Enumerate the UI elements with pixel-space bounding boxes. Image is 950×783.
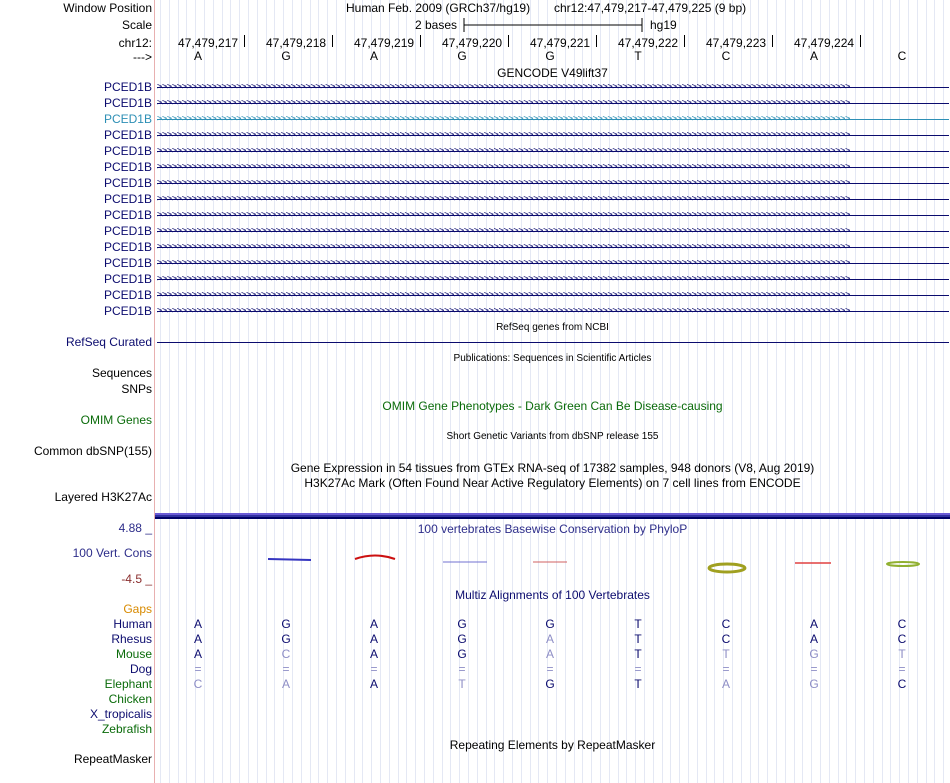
reference-base: A <box>809 49 818 63</box>
strand-arrows: >>>>>>>>>>>>>>>>>>>>>>>>>>>>>>>>>>>>>>>>>>>>>>>>>>>>>>>>>>>>>>>>>>>>>>>>>>>>>>>>>>>>>>>>>>>>>>>>>>>>>>>>>>>>>>>>>>>>>>>>>>>>>>>>>>>>>>>>>>>> <box>157 194 851 204</box>
coordinate-label: 47,479,220 <box>442 36 503 50</box>
gtex-track-title: Gene Expression in 54 tissues from GTEx RNA-seq of 17382 samples, 948 donors (V8, Aug 2019) <box>290 461 815 475</box>
multiz-track-title: Multiz Alignments of 100 Vertebrates <box>455 588 650 602</box>
coordinate-tick <box>508 35 509 47</box>
coordinate-tick <box>596 35 597 47</box>
alignment-base: = <box>194 662 202 676</box>
phylop-max-value: 4.88 _ <box>118 521 152 535</box>
gencode-transcript-label[interactable]: PCED1B <box>103 176 152 190</box>
alignment-base: G <box>457 647 467 661</box>
alignment-base: C <box>897 632 907 646</box>
alignment-base: A <box>545 647 554 661</box>
species-label[interactable]: X_tropicalis <box>89 707 152 721</box>
alignment-base: = <box>282 662 290 676</box>
reference-base: A <box>369 49 378 63</box>
dbsnp-track-title: Short Genetic Variants from dbSNP release 155 <box>446 431 659 442</box>
strand-arrows: >>>>>>>>>>>>>>>>>>>>>>>>>>>>>>>>>>>>>>>>>>>>>>>>>>>>>>>>>>>>>>>>>>>>>>>>>>>>>>>>>>>>>>>>>>>>>>>>>>>>>>>>>>>>>>>>>>>>>>>>>>>>>>>>>>>>>>>>>>>> <box>157 258 851 268</box>
alignment-base: T <box>722 647 730 661</box>
strand-arrows: >>>>>>>>>>>>>>>>>>>>>>>>>>>>>>>>>>>>>>>>>>>>>>>>>>>>>>>>>>>>>>>>>>>>>>>>>>>>>>>>>>>>>>>>>>>>>>>>>>>>>>>>>>>>>>>>>>>>>>>>>>>>>>>>>>>>>>>>>>>> <box>157 210 851 220</box>
publications-snps-label[interactable]: SNPs <box>121 382 152 396</box>
gaps-label[interactable]: Gaps <box>123 602 152 616</box>
strand-arrows: >>>>>>>>>>>>>>>>>>>>>>>>>>>>>>>>>>>>>>>>>>>>>>>>>>>>>>>>>>>>>>>>>>>>>>>>>>>>>>>>>>>>>>>>>>>>>>>>>>>>>>>>>>>>>>>>>>>>>>>>>>>>>>>>>>>>>>>>>>>> <box>157 274 851 284</box>
alignment-base: = <box>810 662 818 676</box>
alignment-base: G <box>281 617 291 631</box>
refseq-track-label[interactable]: RefSeq Curated <box>65 335 152 349</box>
gencode-transcript-label[interactable]: PCED1B <box>103 144 152 158</box>
scale-label: Scale <box>121 18 152 32</box>
refseq-track-title: RefSeq genes from NCBI <box>496 322 609 333</box>
h3k27ac-track-label[interactable]: Layered H3K27Ac <box>54 490 152 504</box>
reference-base: A <box>193 49 202 63</box>
chrom-label: chr12: <box>118 36 152 50</box>
phylop-logo-graphic <box>155 540 950 580</box>
alignment-base: T <box>898 647 906 661</box>
species-label[interactable]: Human <box>113 617 152 631</box>
strand-arrows: >>>>>>>>>>>>>>>>>>>>>>>>>>>>>>>>>>>>>>>>>>>>>>>>>>>>>>>>>>>>>>>>>>>>>>>>>>>>>>>>>>>>>>>>>>>>>>>>>>>>>>>>>>>>>>>>>>>>>>>>>>>>>>>>>>>>>>>>>>>> <box>157 146 851 156</box>
species-label[interactable]: Mouse <box>115 647 152 661</box>
gencode-transcript-label[interactable]: PCED1B <box>103 240 152 254</box>
coordinate-label: 47,479,217 <box>178 36 239 50</box>
omim-track-title: OMIM Gene Phenotypes - Dark Green Can Be Disease-causing <box>382 399 723 413</box>
coordinate-label: 47,479,218 <box>266 36 327 50</box>
strand-arrows: >>>>>>>>>>>>>>>>>>>>>>>>>>>>>>>>>>>>>>>>>>>>>>>>>>>>>>>>>>>>>>>>>>>>>>>>>>>>>>>>>>>>>>>>>>>>>>>>>>>>>>>>>>>>>>>>>>>>>>>>>>>>>>>>>>>>>>>>>>>> <box>157 114 851 124</box>
scale-bar <box>462 17 644 33</box>
coordinate-label: 47,479,219 <box>354 36 415 50</box>
repeatmasker-track-label[interactable]: RepeatMasker <box>73 752 152 766</box>
alignment-base: A <box>193 632 202 646</box>
alignment-base: = <box>898 662 906 676</box>
strand-arrows: >>>>>>>>>>>>>>>>>>>>>>>>>>>>>>>>>>>>>>>>>>>>>>>>>>>>>>>>>>>>>>>>>>>>>>>>>>>>>>>>>>>>>>>>>>>>>>>>>>>>>>>>>>>>>>>>>>>>>>>>>>>>>>>>>>>>>>>>>>>> <box>157 178 851 188</box>
strand-arrows: >>>>>>>>>>>>>>>>>>>>>>>>>>>>>>>>>>>>>>>>>>>>>>>>>>>>>>>>>>>>>>>>>>>>>>>>>>>>>>>>>>>>>>>>>>>>>>>>>>>>>>>>>>>>>>>>>>>>>>>>>>>>>>>>>>>>>>>>>>>> <box>157 162 851 172</box>
alignment-base: A <box>369 617 378 631</box>
publications-track-title: Publications: Sequences in Scientific Articles <box>453 353 652 364</box>
alignment-base: A <box>809 617 818 631</box>
alignment-base: A <box>369 677 378 691</box>
alignment-base: C <box>193 677 203 691</box>
alignment-base: = <box>722 662 730 676</box>
alignment-base: A <box>721 677 730 691</box>
gencode-transcript-label[interactable]: PCED1B <box>103 288 152 302</box>
alignment-base: G <box>809 647 819 661</box>
publications-sequences-label[interactable]: Sequences <box>91 366 152 380</box>
db-name: hg19 <box>650 18 677 32</box>
strand-arrows: >>>>>>>>>>>>>>>>>>>>>>>>>>>>>>>>>>>>>>>>>>>>>>>>>>>>>>>>>>>>>>>>>>>>>>>>>>>>>>>>>>>>>>>>>>>>>>>>>>>>>>>>>>>>>>>>>>>>>>>>>>>>>>>>>>>>>>>>>>>> <box>157 242 851 252</box>
coordinate-label: 47,479,224 <box>794 36 855 50</box>
species-label[interactable]: Rhesus <box>111 632 152 646</box>
alignment-base: A <box>193 647 202 661</box>
alignment-base: C <box>721 617 731 631</box>
alignment-base: = <box>634 662 642 676</box>
repeatmasker-track-title: Repeating Elements by RepeatMasker <box>449 738 656 752</box>
gencode-transcript-label[interactable]: PCED1B <box>103 224 152 238</box>
coordinate-label: 47,479,223 <box>706 36 767 50</box>
gencode-transcript-label[interactable]: PCED1B <box>103 192 152 206</box>
alignment-base: A <box>369 647 378 661</box>
reference-base: C <box>721 49 731 63</box>
species-label[interactable]: Zebrafish <box>101 722 152 736</box>
strand-arrows: >>>>>>>>>>>>>>>>>>>>>>>>>>>>>>>>>>>>>>>>>>>>>>>>>>>>>>>>>>>>>>>>>>>>>>>>>>>>>>>>>>>>>>>>>>>>>>>>>>>>>>>>>>>>>>>>>>>>>>>>>>>>>>>>>>>>>>>>>>>> <box>157 290 851 300</box>
coordinate-tick <box>860 35 861 47</box>
alignment-base: T <box>634 617 642 631</box>
window-position-label: Window Position <box>63 1 152 15</box>
alignment-base: = <box>546 662 554 676</box>
alignment-base: C <box>897 677 907 691</box>
coordinate-label: 47,479,222 <box>618 36 679 50</box>
strand-arrows: >>>>>>>>>>>>>>>>>>>>>>>>>>>>>>>>>>>>>>>>>>>>>>>>>>>>>>>>>>>>>>>>>>>>>>>>>>>>>>>>>>>>>>>>>>>>>>>>>>>>>>>>>>>>>>>>>>>>>>>>>>>>>>>>>>>>>>>>>>>> <box>157 306 851 316</box>
strand-arrows: >>>>>>>>>>>>>>>>>>>>>>>>>>>>>>>>>>>>>>>>>>>>>>>>>>>>>>>>>>>>>>>>>>>>>>>>>>>>>>>>>>>>>>>>>>>>>>>>>>>>>>>>>>>>>>>>>>>>>>>>>>>>>>>>>>>>>>>>>>>> <box>157 82 851 92</box>
alignment-base: C <box>281 647 291 661</box>
alignment-base: G <box>457 617 467 631</box>
h3k27ac-track-title: H3K27Ac Mark (Often Found Near Active Regulatory Elements) on 7 cell lines from ENCODE <box>304 476 801 490</box>
phylop-track-label[interactable]: 100 Vert. Cons <box>72 546 152 560</box>
alignment-base: A <box>369 632 378 646</box>
gencode-transcript-label[interactable]: PCED1B <box>103 80 152 94</box>
gencode-transcript-label[interactable]: PCED1B <box>103 304 152 318</box>
gencode-transcript-label[interactable]: PCED1B <box>103 128 152 142</box>
alignment-base: T <box>634 632 642 646</box>
gencode-transcript-label[interactable]: PCED1B <box>103 112 152 126</box>
omim-track-label[interactable]: OMIM Genes <box>80 413 152 427</box>
gencode-transcript-label[interactable]: PCED1B <box>103 160 152 174</box>
coordinate-tick <box>244 35 245 47</box>
alignment-base: C <box>721 632 731 646</box>
alignment-base: = <box>458 662 466 676</box>
genomic-position[interactable]: chr12:47,479,217-47,479,225 (9 bp) <box>554 1 747 15</box>
alignment-base: T <box>634 677 642 691</box>
phylop-track-title: 100 vertebrates Basewise Conservation by PhyloP <box>417 522 688 536</box>
alignment-base: G <box>545 617 555 631</box>
species-label[interactable]: Elephant <box>104 677 152 691</box>
alignment-base: G <box>281 632 291 646</box>
refseq-gene-line[interactable] <box>157 342 949 343</box>
alignment-base: C <box>897 617 907 631</box>
gencode-track-title: GENCODE V49lift37 <box>497 66 608 80</box>
strand-label: ---> <box>133 50 152 64</box>
dbsnp-track-label[interactable]: Common dbSNP(155) <box>33 444 152 458</box>
alignment-base: G <box>545 677 555 691</box>
phylop-min-value: -4.5 _ <box>121 572 152 586</box>
reference-base: C <box>897 49 907 63</box>
h3k27ac-signal-band-3 <box>155 517 950 519</box>
species-label[interactable]: Dog <box>129 662 152 676</box>
coordinate-tick <box>772 35 773 47</box>
reference-base: T <box>634 49 642 63</box>
gencode-transcript-label[interactable]: PCED1B <box>103 256 152 270</box>
reference-base: G <box>457 49 467 63</box>
strand-arrows: >>>>>>>>>>>>>>>>>>>>>>>>>>>>>>>>>>>>>>>>>>>>>>>>>>>>>>>>>>>>>>>>>>>>>>>>>>>>>>>>>>>>>>>>>>>>>>>>>>>>>>>>>>>>>>>>>>>>>>>>>>>>>>>>>>>>>>>>>>>> <box>157 226 851 236</box>
reference-base: G <box>545 49 555 63</box>
alignment-base: = <box>370 662 378 676</box>
gencode-transcript-label[interactable]: PCED1B <box>103 272 152 286</box>
alignment-base: A <box>193 617 202 631</box>
coordinate-tick <box>684 35 685 47</box>
assembly-name: Human Feb. 2009 (GRCh37/hg19) <box>346 1 531 15</box>
alignment-base: T <box>458 677 466 691</box>
alignment-base: G <box>457 632 467 646</box>
alignment-base: A <box>281 677 290 691</box>
alignment-base: G <box>809 677 819 691</box>
coordinate-tick <box>332 35 333 47</box>
alignment-base: A <box>809 632 818 646</box>
coordinate-label: 47,479,221 <box>530 36 591 50</box>
label-panel-divider <box>154 0 155 783</box>
coordinate-tick <box>420 35 421 47</box>
alignment-base: A <box>545 632 554 646</box>
scale-text: 2 bases <box>415 18 458 32</box>
gencode-transcript-label[interactable]: PCED1B <box>103 208 152 222</box>
reference-base: G <box>281 49 291 63</box>
species-label[interactable]: Chicken <box>108 692 152 706</box>
strand-arrows: >>>>>>>>>>>>>>>>>>>>>>>>>>>>>>>>>>>>>>>>>>>>>>>>>>>>>>>>>>>>>>>>>>>>>>>>>>>>>>>>>>>>>>>>>>>>>>>>>>>>>>>>>>>>>>>>>>>>>>>>>>>>>>>>>>>>>>>>>>>> <box>157 98 851 108</box>
strand-arrows: >>>>>>>>>>>>>>>>>>>>>>>>>>>>>>>>>>>>>>>>>>>>>>>>>>>>>>>>>>>>>>>>>>>>>>>>>>>>>>>>>>>>>>>>>>>>>>>>>>>>>>>>>>>>>>>>>>>>>>>>>>>>>>>>>>>>>>>>>>>> <box>157 130 851 140</box>
alignment-base: T <box>634 647 642 661</box>
gencode-transcript-label[interactable]: PCED1B <box>103 96 152 110</box>
